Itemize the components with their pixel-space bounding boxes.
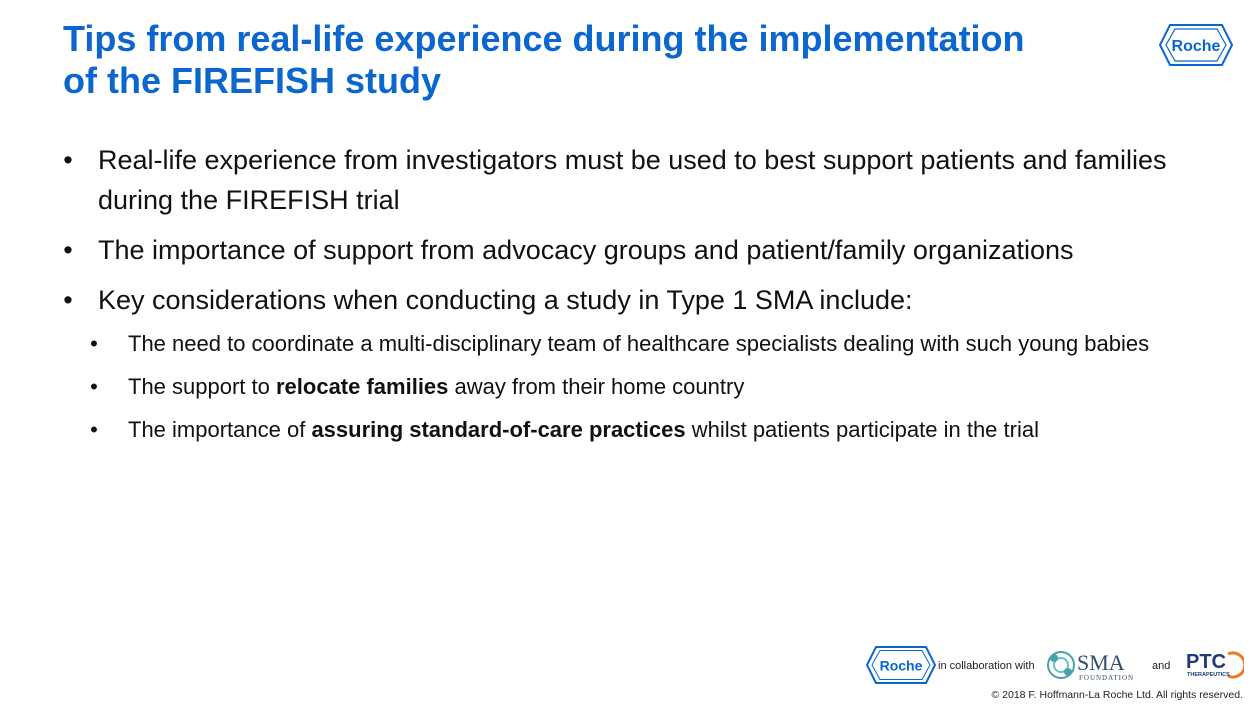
partner-logos <box>866 644 1246 684</box>
roche-small-logo <box>866 646 936 684</box>
roche-small-logo-text: Roche <box>879 657 923 674</box>
sub-bullet-text-post: away from their home country <box>448 374 745 399</box>
and-text: and <box>1152 660 1171 672</box>
sub-bullet-item <box>86 414 1198 445</box>
sub-bullet-emphasis: assuring standard-of-care practices <box>311 417 686 442</box>
slide-title-line-2: of the FIREFISH study <box>63 60 441 101</box>
sub-bullet-text-post: whilst patients participate in the trial <box>685 417 1039 442</box>
slide-body <box>58 140 1198 457</box>
roche-logo-text: Roche <box>1171 38 1221 55</box>
sub-bullet-emphasis: relocate families <box>275 374 449 399</box>
ptc-logo-name: PTC <box>1186 651 1226 673</box>
slide-title <box>63 18 1143 102</box>
bullet-marker: • <box>90 417 98 442</box>
bullet-item <box>58 280 1198 320</box>
sub-bullet-text-pre: The importance of <box>128 417 312 442</box>
bullet-marker: • <box>63 235 73 265</box>
ptc-logo-sub: THERAPEUTICS <box>1187 672 1230 678</box>
slide-title-line-1: Tips from real-life experience during the implementation <box>63 18 1025 59</box>
bullet-text: Real-life experience from investigators must be used to best support patients and families during the FIREFISH trial <box>98 145 1167 215</box>
sub-bullet-text-pre: The support to <box>128 374 276 399</box>
sma-logo-name: SMA <box>1077 650 1125 675</box>
ptc-therapeutics-logo <box>1184 646 1244 684</box>
sub-bullet-item <box>86 328 1198 359</box>
bullet-marker: • <box>63 145 73 175</box>
sma-logo-sub: FOUNDATION <box>1079 674 1135 682</box>
copyright-notice: © 2018 F. Hoffmann-La Roche Ltd. All rights reserved. <box>991 689 1243 701</box>
sub-bullet-list <box>58 328 1198 445</box>
bullet-item <box>58 140 1198 220</box>
bullet-marker: • <box>90 331 98 356</box>
bullet-text: Key considerations when conducting a study in Type 1 SMA include: <box>98 285 913 315</box>
roche-logo <box>1159 24 1233 66</box>
bullet-text: The importance of support from advocacy groups and patient/family organizations <box>98 235 1074 265</box>
bullet-marker: • <box>63 285 73 315</box>
sub-bullet-item <box>86 371 1198 402</box>
sub-bullet-text: The need to coordinate a multi-disciplinary team of healthcare specialists dealing with such young babies <box>128 331 1150 356</box>
sma-foundation-logo <box>1044 646 1144 684</box>
bullet-marker: • <box>90 374 98 399</box>
bullet-item <box>58 230 1198 270</box>
collaboration-text: in collaboration with <box>938 660 1035 672</box>
